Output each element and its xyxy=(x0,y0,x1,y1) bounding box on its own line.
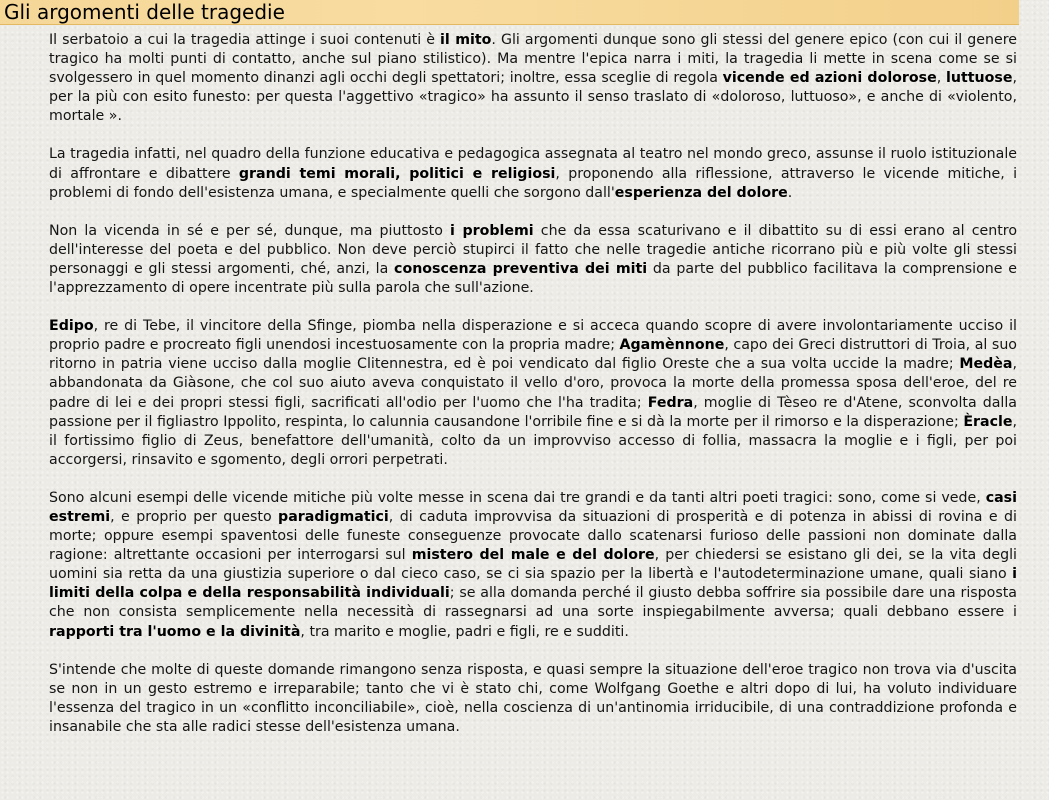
bold-term: luttuose xyxy=(946,70,1013,87)
bold-term: Fedra xyxy=(647,394,694,411)
text-run: La tragedia infatti, nel quadro della funzione educativa e pedagogica assegnata al teatro nel mondo greco, assunse il ruolo istituzionale di affrontare e dibattere xyxy=(49,146,1017,182)
bold-term: Èracle xyxy=(963,413,1013,430)
article-body xyxy=(49,31,1017,756)
text-run: Il serbatoio a cui la tragedia attinge i suoi contenuti è xyxy=(49,32,441,48)
bold-term: paradigmatici xyxy=(278,508,389,525)
paragraph xyxy=(49,145,1017,202)
bold-term: i limiti della colpa e della responsabilità individuali xyxy=(49,566,1017,602)
title-bar xyxy=(0,0,1019,25)
text-run: , xyxy=(936,70,947,87)
text-run: , proponendo alla riflessione, attraverso le vicende mitiche, i problemi di fondo dell'esistenza umana, e specialmente quelli che sorgono dall' xyxy=(49,165,1018,201)
text-run: , tra marito e moglie, padri e figli, re e sudditi. xyxy=(300,623,629,640)
text-run: ; se alla domanda perché il giusto debba soffrire sia possibile dare una risposta che non consista semplicemente nella necessità di rassegnarsi ad una sorte inspiegabilmente avversa; quali debbano essere i xyxy=(49,585,1017,621)
text-run: , per chiedersi se esistano gli dei, se la vita degli uomini sia retta da una giustizia superiore o dal cieco caso, se ci sia spazio per la libertà e l'autodeterminazione umane, quali siano xyxy=(49,547,1017,583)
text-run: S'intende che molte di queste domande rimangono senza risposta, e quasi sempre la situazione dell'eroe tragico non trova via d'uscita se non in un gesto estremo e irreparabile; tanto che vi è stato chi, come Wolfgang Goethe e altri dopo di lui, ha voluto individuare l'essenza del tragico in un «conflitto inconciliabile», cioè, nella coscienza di un'antinomia irriducibile, di una contraddizione profonda e insanabile che sta alle radici stesse dell'esistenza umana. xyxy=(49,661,1017,735)
text-run: , e proprio per questo xyxy=(110,508,279,525)
text-run: Non la vicenda in sé e per sé, dunque, ma piuttosto xyxy=(49,222,451,239)
paragraph xyxy=(49,661,1017,737)
bold-term: i problemi xyxy=(450,222,534,239)
page-title: Gli argomenti delle tragedie xyxy=(4,0,285,24)
text-run: , abbandonata da Giàsone, che col suo aiuto aveva conquistato il vello d'oro, provoca la morte della promessa sposa dell'eroe, del re padre di lei e dei propri stessi figli, sacrificati all'odio per l'uomo che l'ha tradita; xyxy=(49,356,1017,411)
text-run: , capo dei Greci distruttori di Troia, al suo ritorno in patria viene ucciso dalla moglie Clitennestra, ed è poi vendicato dal figlio Oreste che a sua volta uccide la madre; xyxy=(49,337,1017,373)
text-run: , il fortissimo figlio di Zeus, benefattore dell'umanità, colto da un improvviso accesso di follia, massacra la moglie e i figli, per poi accorgersi, rinsavito e sgomento, degli orrori perpetrati. xyxy=(49,413,1017,468)
bold-term: casi estremi xyxy=(49,489,1017,525)
text-run: , per la più con esito funesto: per questa l'aggettivo «tragico» ha assunto il senso traslato di «doloroso, luttuoso», e anche di «violento, mortale ». xyxy=(49,70,1017,125)
text-run: . Gli argomenti dunque sono gli stessi del genere epico (con cui il genere tragico ha molti punti di contatto, anche sul piano stilistico). Ma mentre l'epica narra i miti, la tragedia li mette in scena come se si svolgessero in quel momento dinanzi agli occhi degli spettatori; inoltre, essa sceglie di regola xyxy=(49,32,1017,87)
bold-term: Edipo xyxy=(49,318,94,335)
text-run: Sono alcuni esempi delle vicende mitiche più volte messe in scena dai tre grandi e da tanti altri poeti tragici: sono, come si vede, xyxy=(49,489,986,506)
text-run: . xyxy=(787,184,793,201)
text-run: che da essa scaturivano e il dibattito su di essi erano al centro dell'interesse del poeta e del pubblico. Non deve perciò stupirci il fatto che nelle tragedie antiche ricorrano più e più volte gli stessi personaggi e gli stessi argomenti, ché, anzi, la xyxy=(49,222,1018,277)
bold-term: vicende ed azioni dolorose xyxy=(722,70,937,87)
bold-term: Agamènnone xyxy=(619,337,725,354)
paragraph xyxy=(49,317,1017,470)
text-run: , re di Tebe, il vincitore della Sfinge, piomba nella disperazione e si acceca quando scopre di avere involontariamente ucciso il proprio padre e procreato figli unendosi incestuosamente con la propria madre; xyxy=(49,318,1017,354)
bold-term: mistero del male e del dolore xyxy=(411,547,655,564)
text-run: , di caduta improvvisa da situazioni di prosperità e di potenza in abissi di rovina e di morte; oppure esempi spaventosi delle funeste conseguenze provocate dallo scatenarsi furioso delle passioni non dominate dalla ragione: altrettante occasioni per interrogarsi sul xyxy=(49,508,1017,564)
bold-term: conoscenza preventiva dei miti xyxy=(394,260,648,277)
bold-term: il mito xyxy=(440,32,492,48)
paragraph xyxy=(49,489,1017,642)
bold-term: grandi temi morali, politici e religiosi xyxy=(238,165,556,182)
bold-term: rapporti tra l'uomo e la divinità xyxy=(49,623,301,640)
bold-term: esperienza del dolore xyxy=(614,184,788,201)
text-run: , moglie di Tèseo re d'Atene, sconvolta dalla passione per il figliastro Ippolito, respinta, lo calunnia causandone l'orribile fine e si dà la morte per il rimorso e la disperazione; xyxy=(49,394,1017,430)
paragraph xyxy=(49,31,1017,126)
bold-term: Medèa xyxy=(959,356,1013,373)
paragraph xyxy=(49,222,1017,298)
text-run: da parte del pubblico facilitava la comprensione e l'apprezzamento di opere incentrate più sulla parola che sull'azione. xyxy=(49,260,1017,297)
